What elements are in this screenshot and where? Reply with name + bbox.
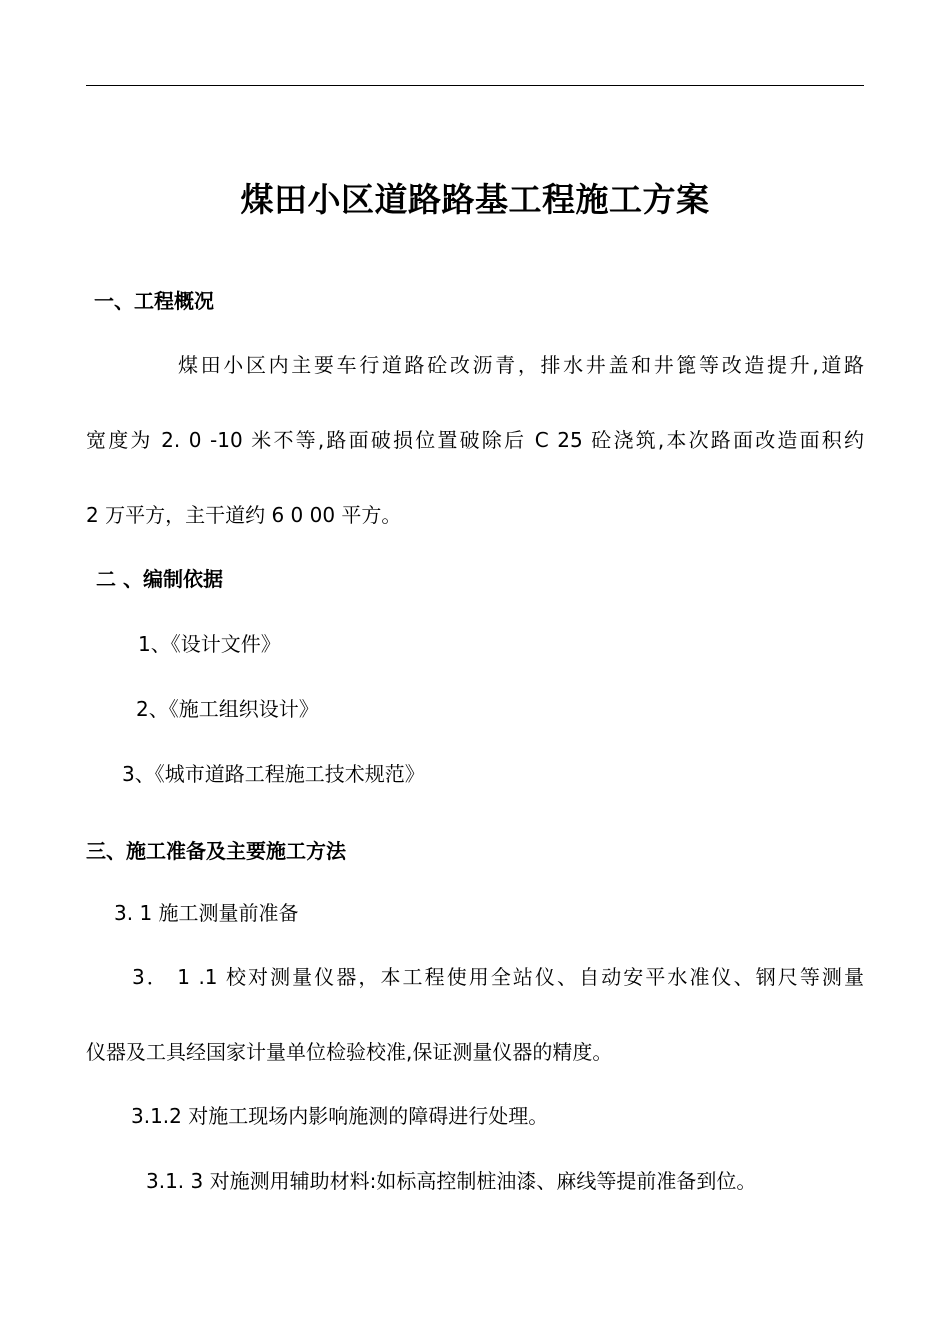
section-heading-overview: 一、工程概况 xyxy=(94,289,214,313)
methods-line-1: 3． 1 .1 校对测量仪器，本工程使用全站仪、自动安平水准仪、钢尺等测量 xyxy=(132,965,864,989)
document-title: 煤田小区道路路基工程施工方案 xyxy=(240,180,710,219)
overview-paragraph-line-2: 宽度为 2. 0 -10 米不等,路面破损位置破除后 C 25 砼浇筑,本次路面改造面积约 xyxy=(86,428,864,452)
basis-item-3: 3、《城市道路工程施工技术规范》 xyxy=(122,762,425,786)
methods-line-4: 3.1. 3 对施测用辅助材料:如标高控制桩油漆、麻线等提前准备到位。 xyxy=(146,1169,757,1193)
methods-line-3: 3.1.2 对施工现场内影响施测的障碍进行处理。 xyxy=(131,1104,549,1128)
methods-subheading: 3. 1 施工测量前准备 xyxy=(114,901,299,925)
methods-line-2: 仪器及工具经国家计量单位检验校准,保证测量仪器的精度。 xyxy=(86,1040,613,1064)
basis-item-2: 2、《施工组织设计》 xyxy=(136,697,319,721)
overview-paragraph-line-1: 煤田小区内主要车行道路砼改沥青，排水井盖和井篦等改造提升,道路 xyxy=(178,353,864,377)
overview-paragraph-line-3: 2 万平方，主干道约 6 0 00 平方。 xyxy=(86,503,402,527)
section-heading-methods: 三、施工准备及主要施工方法 xyxy=(86,839,346,863)
header-rule xyxy=(86,85,864,86)
section-heading-basis: 二 、编制依据 xyxy=(96,567,223,591)
basis-item-1: 1、《设计文件》 xyxy=(138,632,281,656)
